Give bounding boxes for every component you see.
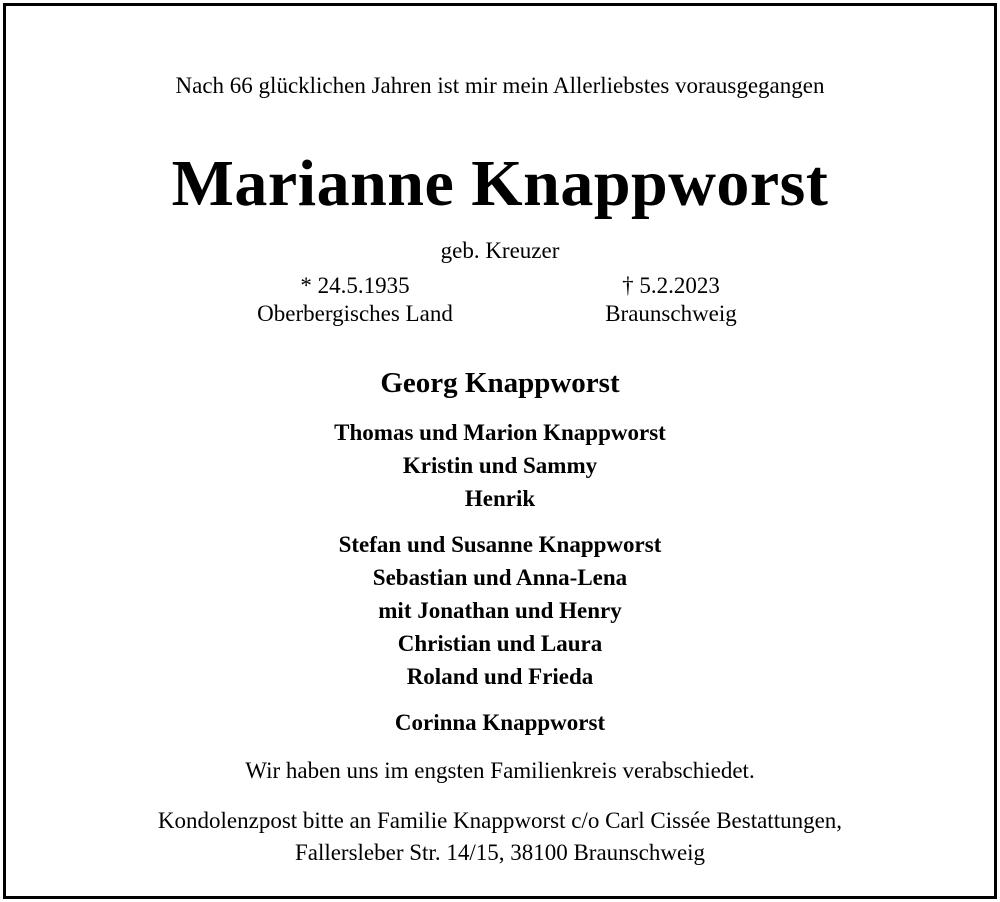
family-member: Henrik (464, 486, 536, 511)
family-group-2 (6, 528, 994, 693)
maiden-name: geb. Kreuzer (440, 238, 560, 263)
family-member: Christian und Laura (397, 631, 603, 656)
family-group-3 (6, 706, 994, 739)
family-member: Kristin und Sammy (402, 453, 598, 478)
family-member: Stefan und Susanne Knappworst (338, 532, 662, 557)
family-member: Thomas und Marion Knappworst (334, 420, 666, 445)
deceased-name: Marianne Knappworst (171, 147, 829, 220)
death-info (521, 272, 821, 328)
death-date: † 5.2.2023 (622, 273, 720, 298)
death-place: Braunschweig (605, 301, 737, 326)
family-member: Sebastian und Anna-Lena (372, 565, 628, 590)
obituary-frame (3, 3, 997, 899)
farewell-text: Wir haben uns im engsten Familienkreis verabschiedet. (245, 758, 755, 783)
family-member: Corinna Knappworst (394, 710, 606, 735)
family-member: Roland und Frieda (406, 664, 594, 689)
condolence-line: Kondolenzpost bitte an Familie Knappworst c/o Carl Cissée Bestattungen, (157, 808, 843, 833)
birth-place: Oberbergisches Land (257, 301, 453, 326)
family-group-1 (6, 416, 994, 515)
spouse-name: Georg Knappworst (380, 367, 620, 399)
condolence-line: Fallersleber Str. 14/15, 38100 Braunschweig (294, 840, 706, 865)
condolence-address (6, 805, 994, 869)
birth-date: * 24.5.1935 (300, 273, 410, 298)
family-member: mit Jonathan und Henry (378, 598, 622, 623)
birth-info (205, 272, 505, 328)
intro-text: Nach 66 glücklichen Jahren ist mir mein Allerliebstes vorausgegangen (175, 73, 825, 98)
